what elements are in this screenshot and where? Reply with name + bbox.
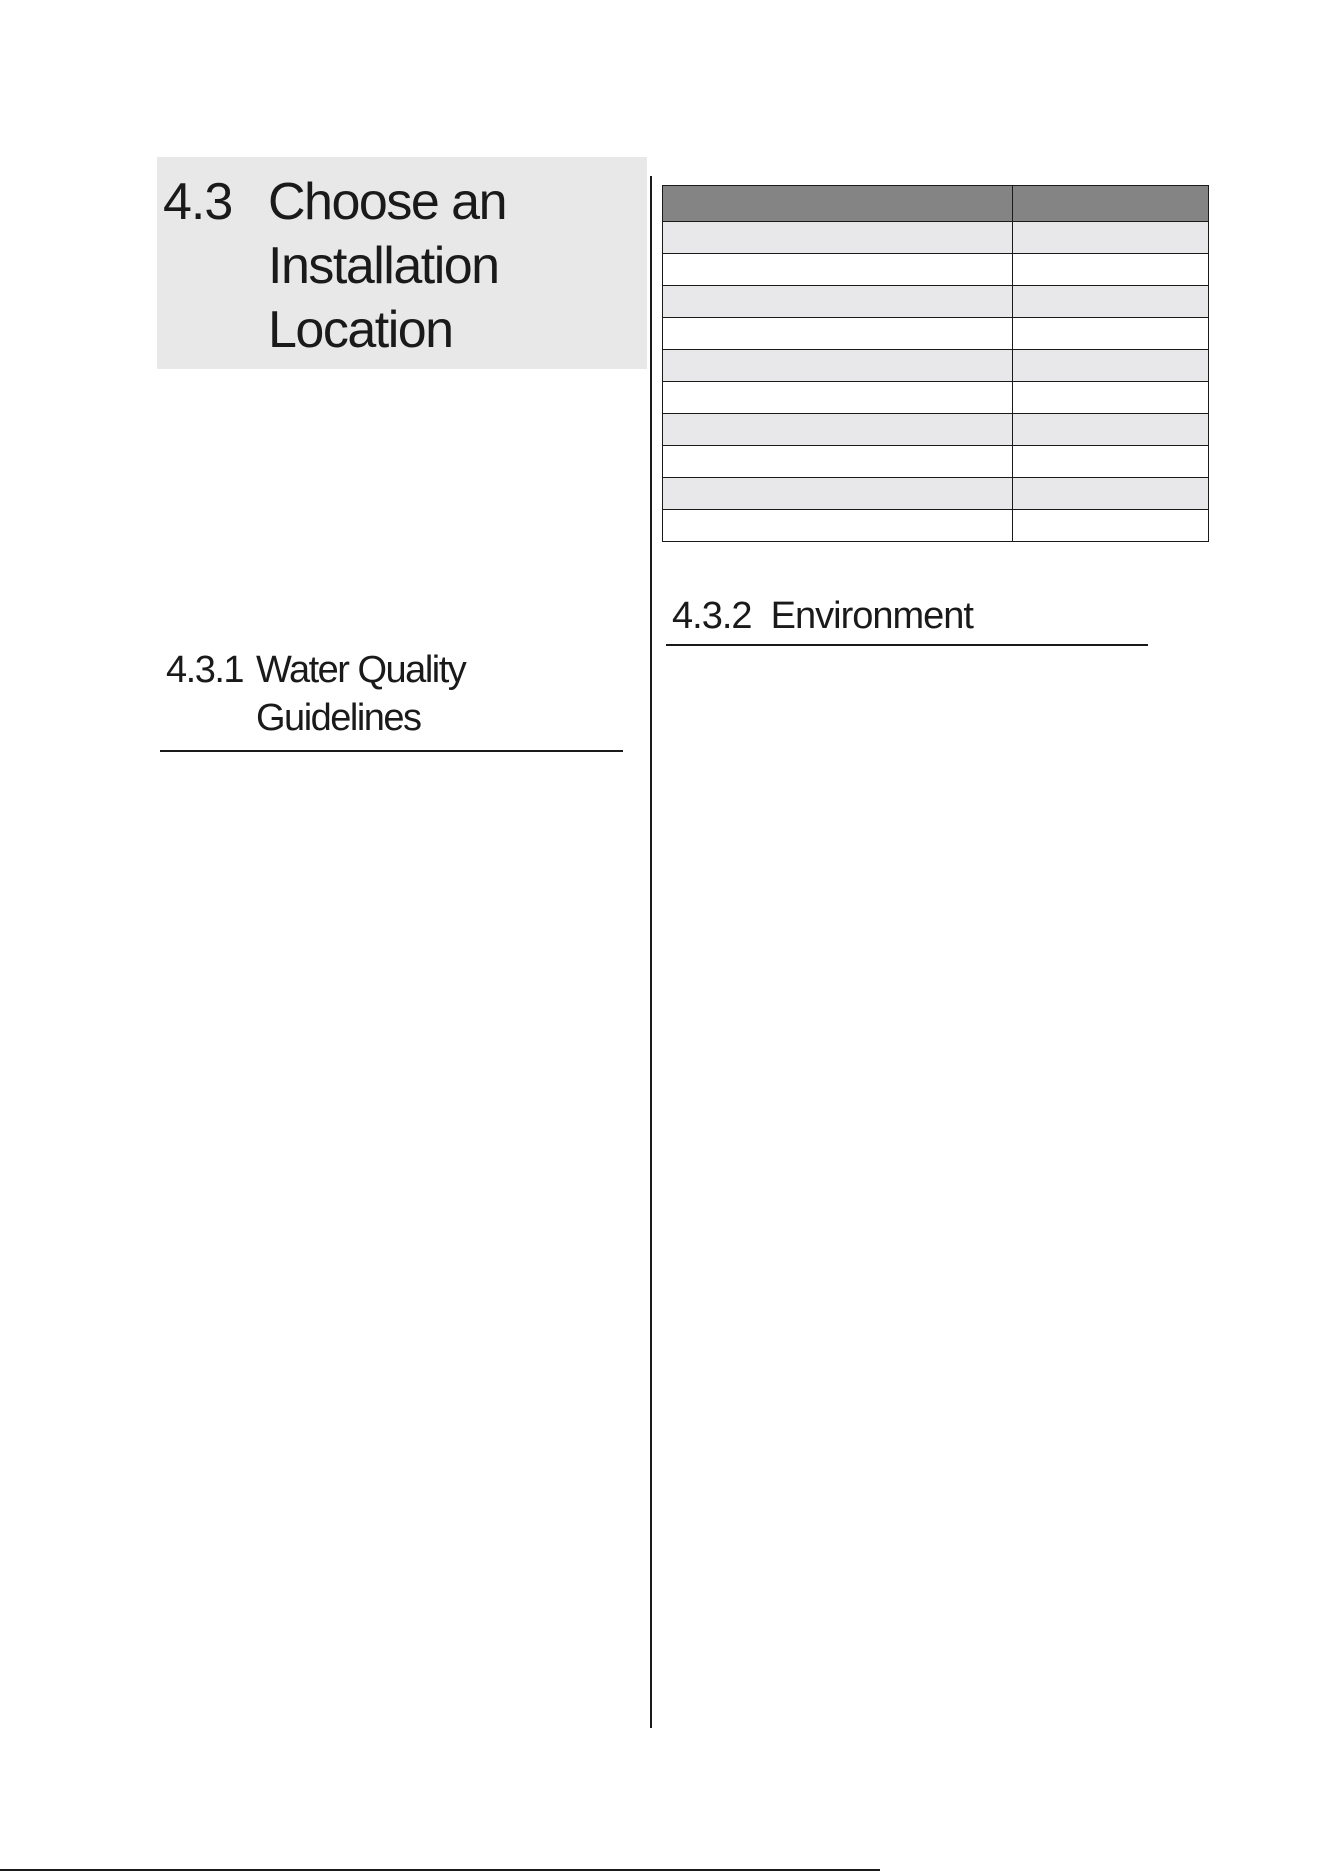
table-cell bbox=[1013, 446, 1209, 478]
table-cell bbox=[663, 222, 1013, 254]
subsection-rule bbox=[160, 750, 623, 752]
table-cell bbox=[663, 478, 1013, 510]
table-header-cell bbox=[1013, 186, 1209, 222]
table-cell bbox=[663, 318, 1013, 350]
subsection-number: 4.3.2 bbox=[672, 595, 752, 637]
table-row bbox=[663, 318, 1209, 350]
subsection-heading bbox=[672, 592, 973, 640]
subsection-title-line-2: Guidelines bbox=[256, 697, 421, 739]
section-number: 4.3 bbox=[163, 173, 233, 231]
table-header-row bbox=[663, 186, 1209, 222]
table-cell bbox=[663, 414, 1013, 446]
subsection-rule bbox=[666, 644, 1148, 646]
table-row bbox=[663, 510, 1209, 542]
subsection-number: 4.3.1 bbox=[166, 649, 244, 691]
subsection-title: Environment bbox=[770, 595, 973, 637]
table-row bbox=[663, 414, 1209, 446]
section-title bbox=[268, 170, 506, 362]
section-title-line-3: Location bbox=[268, 301, 453, 359]
table-row bbox=[663, 478, 1209, 510]
table-header-cell bbox=[663, 186, 1013, 222]
table-cell bbox=[1013, 286, 1209, 318]
table-cell bbox=[1013, 414, 1209, 446]
table-cell bbox=[1013, 350, 1209, 382]
table-cell bbox=[663, 350, 1013, 382]
table-row bbox=[663, 286, 1209, 318]
table-cell bbox=[1013, 254, 1209, 286]
table-cell bbox=[1013, 382, 1209, 414]
table-cell bbox=[663, 382, 1013, 414]
table-row bbox=[663, 254, 1209, 286]
table-cell bbox=[663, 286, 1013, 318]
table-row bbox=[663, 222, 1209, 254]
table-cell bbox=[663, 446, 1013, 478]
table-cell bbox=[1013, 318, 1209, 350]
section-title-line-1: Choose an bbox=[268, 173, 507, 231]
table-row bbox=[663, 446, 1209, 478]
table-row bbox=[663, 350, 1209, 382]
table-cell bbox=[1013, 222, 1209, 254]
table-cell bbox=[663, 510, 1013, 542]
footer-rule bbox=[0, 1869, 880, 1871]
table-row bbox=[663, 382, 1209, 414]
table-cell bbox=[663, 254, 1013, 286]
section-title-line-2: Installation bbox=[268, 237, 499, 295]
subsection-title bbox=[256, 646, 465, 742]
table-cell bbox=[1013, 510, 1209, 542]
subsection-title-line-1: Water Quality bbox=[256, 649, 466, 691]
table-cell bbox=[1013, 478, 1209, 510]
column-divider bbox=[650, 176, 652, 1728]
spec-table bbox=[662, 185, 1209, 542]
